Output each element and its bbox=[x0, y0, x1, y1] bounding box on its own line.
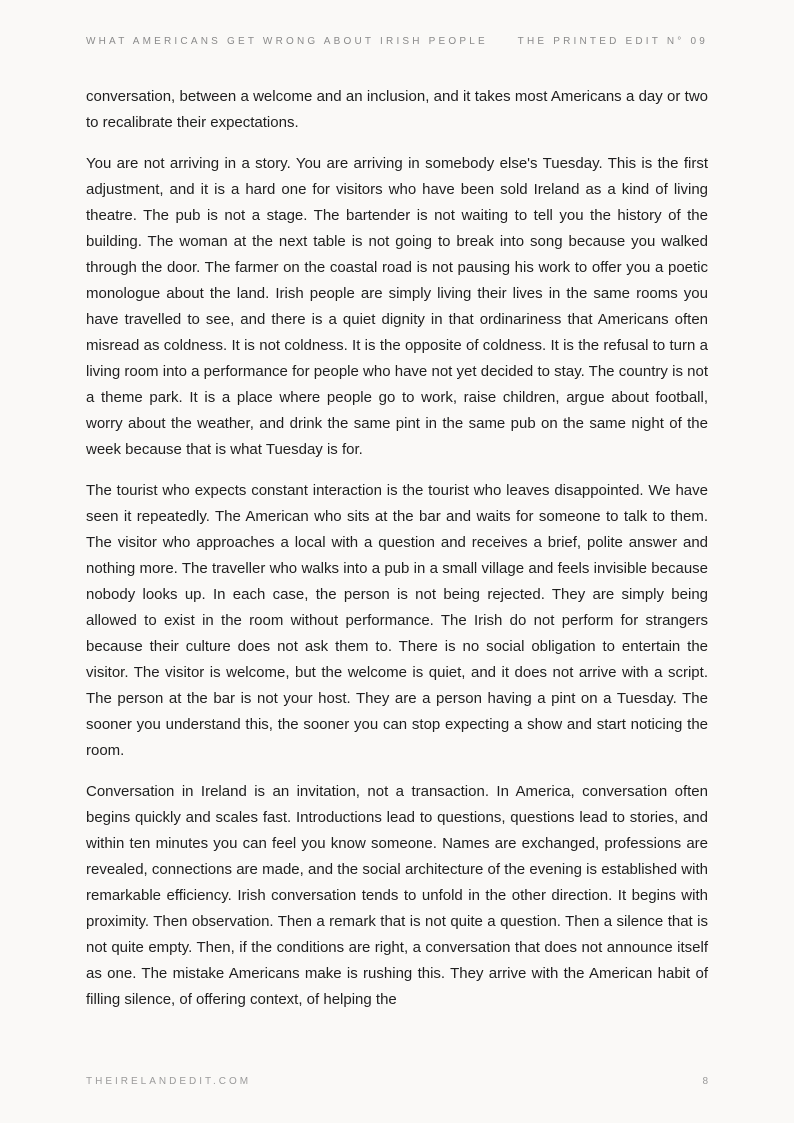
running-header bbox=[86, 36, 708, 50]
header-article-title: WHAT AMERICANS GET WRONG ABOUT IRISH PEOPLE bbox=[86, 36, 488, 47]
paragraph: Conversation in Ireland is an invitation, not a transaction. In America, conversation often begins quickly and scales fast. Introductions lead to questions, questions lead to stories, and within ten minutes you can feel you know someone. Names are exchanged, professions are revealed, connections are made, and the social architecture of the evening is established with remarkable efficiency. Irish conversation tends to unfold in the other direction. It begins with proximity. Then observation. Then a remark that is not quite a question. Then a silence that is not quite empty. Then, if the conditions are right, a conversation that does not announce itself as one. The mistake Americans make is rushing this. They arrive with the American habit of filling silence, of offering context, of helping the bbox=[86, 783, 708, 1008]
running-footer bbox=[86, 1076, 708, 1090]
article-body bbox=[86, 84, 708, 1028]
paragraph: conversation, between a welcome and an inclusion, and it takes most Americans a day or two to recalibrate their expectations. bbox=[86, 88, 708, 131]
header-edition: THE PRINTED EDIT N° 09 bbox=[517, 36, 708, 47]
paragraph: You are not arriving in a story. You are arriving in somebody else's Tuesday. This is the first adjustment, and it is a hard one for visitors who have been sold Ireland as a kind of living theatre. The pub is not a stage. The bartender is not waiting to tell you the history of the building. The woman at the next table is not going to break into song because you walked through the door. The farmer on the coastal road is not pausing his work to offer you a poetic monologue about the land. Irish people are simply living their lives in the same rooms you have travelled to see, and there is a quiet dignity in that ordinariness that Americans often misread as coldness. It is not coldness. It is the opposite of coldness. It is the refusal to turn a living room into a performance for people who have not yet decided to stay. The country is not a theme park. It is a place where people go to work, raise children, argue about football, worry about the weather, and drink the same pint in the same pub on the same night of the week because that is what Tuesday is for. bbox=[86, 155, 708, 458]
page-number: 8 bbox=[702, 1076, 708, 1087]
footer-site: THEIRELANDEDIT.COM bbox=[86, 1076, 252, 1087]
paragraph: The tourist who expects constant interaction is the tourist who leaves disappointed. We have seen it repeatedly. The American who sits at the bar and waits for someone to talk to them. The visitor who approaches a local with a question and receives a brief, polite answer and nothing more. The traveller who walks into a pub in a small village and feels invisible because nobody looks up. In each case, the person is not being rejected. They are simply being allowed to exist in the room without performance. The Irish do not perform for strangers because their culture does not ask them to. There is no social obligation to entertain the visitor. The visitor is welcome, but the welcome is quiet, and it does not arrive with a script. The person at the bar is not your host. They are a person having a pint on a Tuesday. The sooner you understand this, the sooner you can stop expecting a show and start noticing the room. bbox=[86, 482, 708, 759]
